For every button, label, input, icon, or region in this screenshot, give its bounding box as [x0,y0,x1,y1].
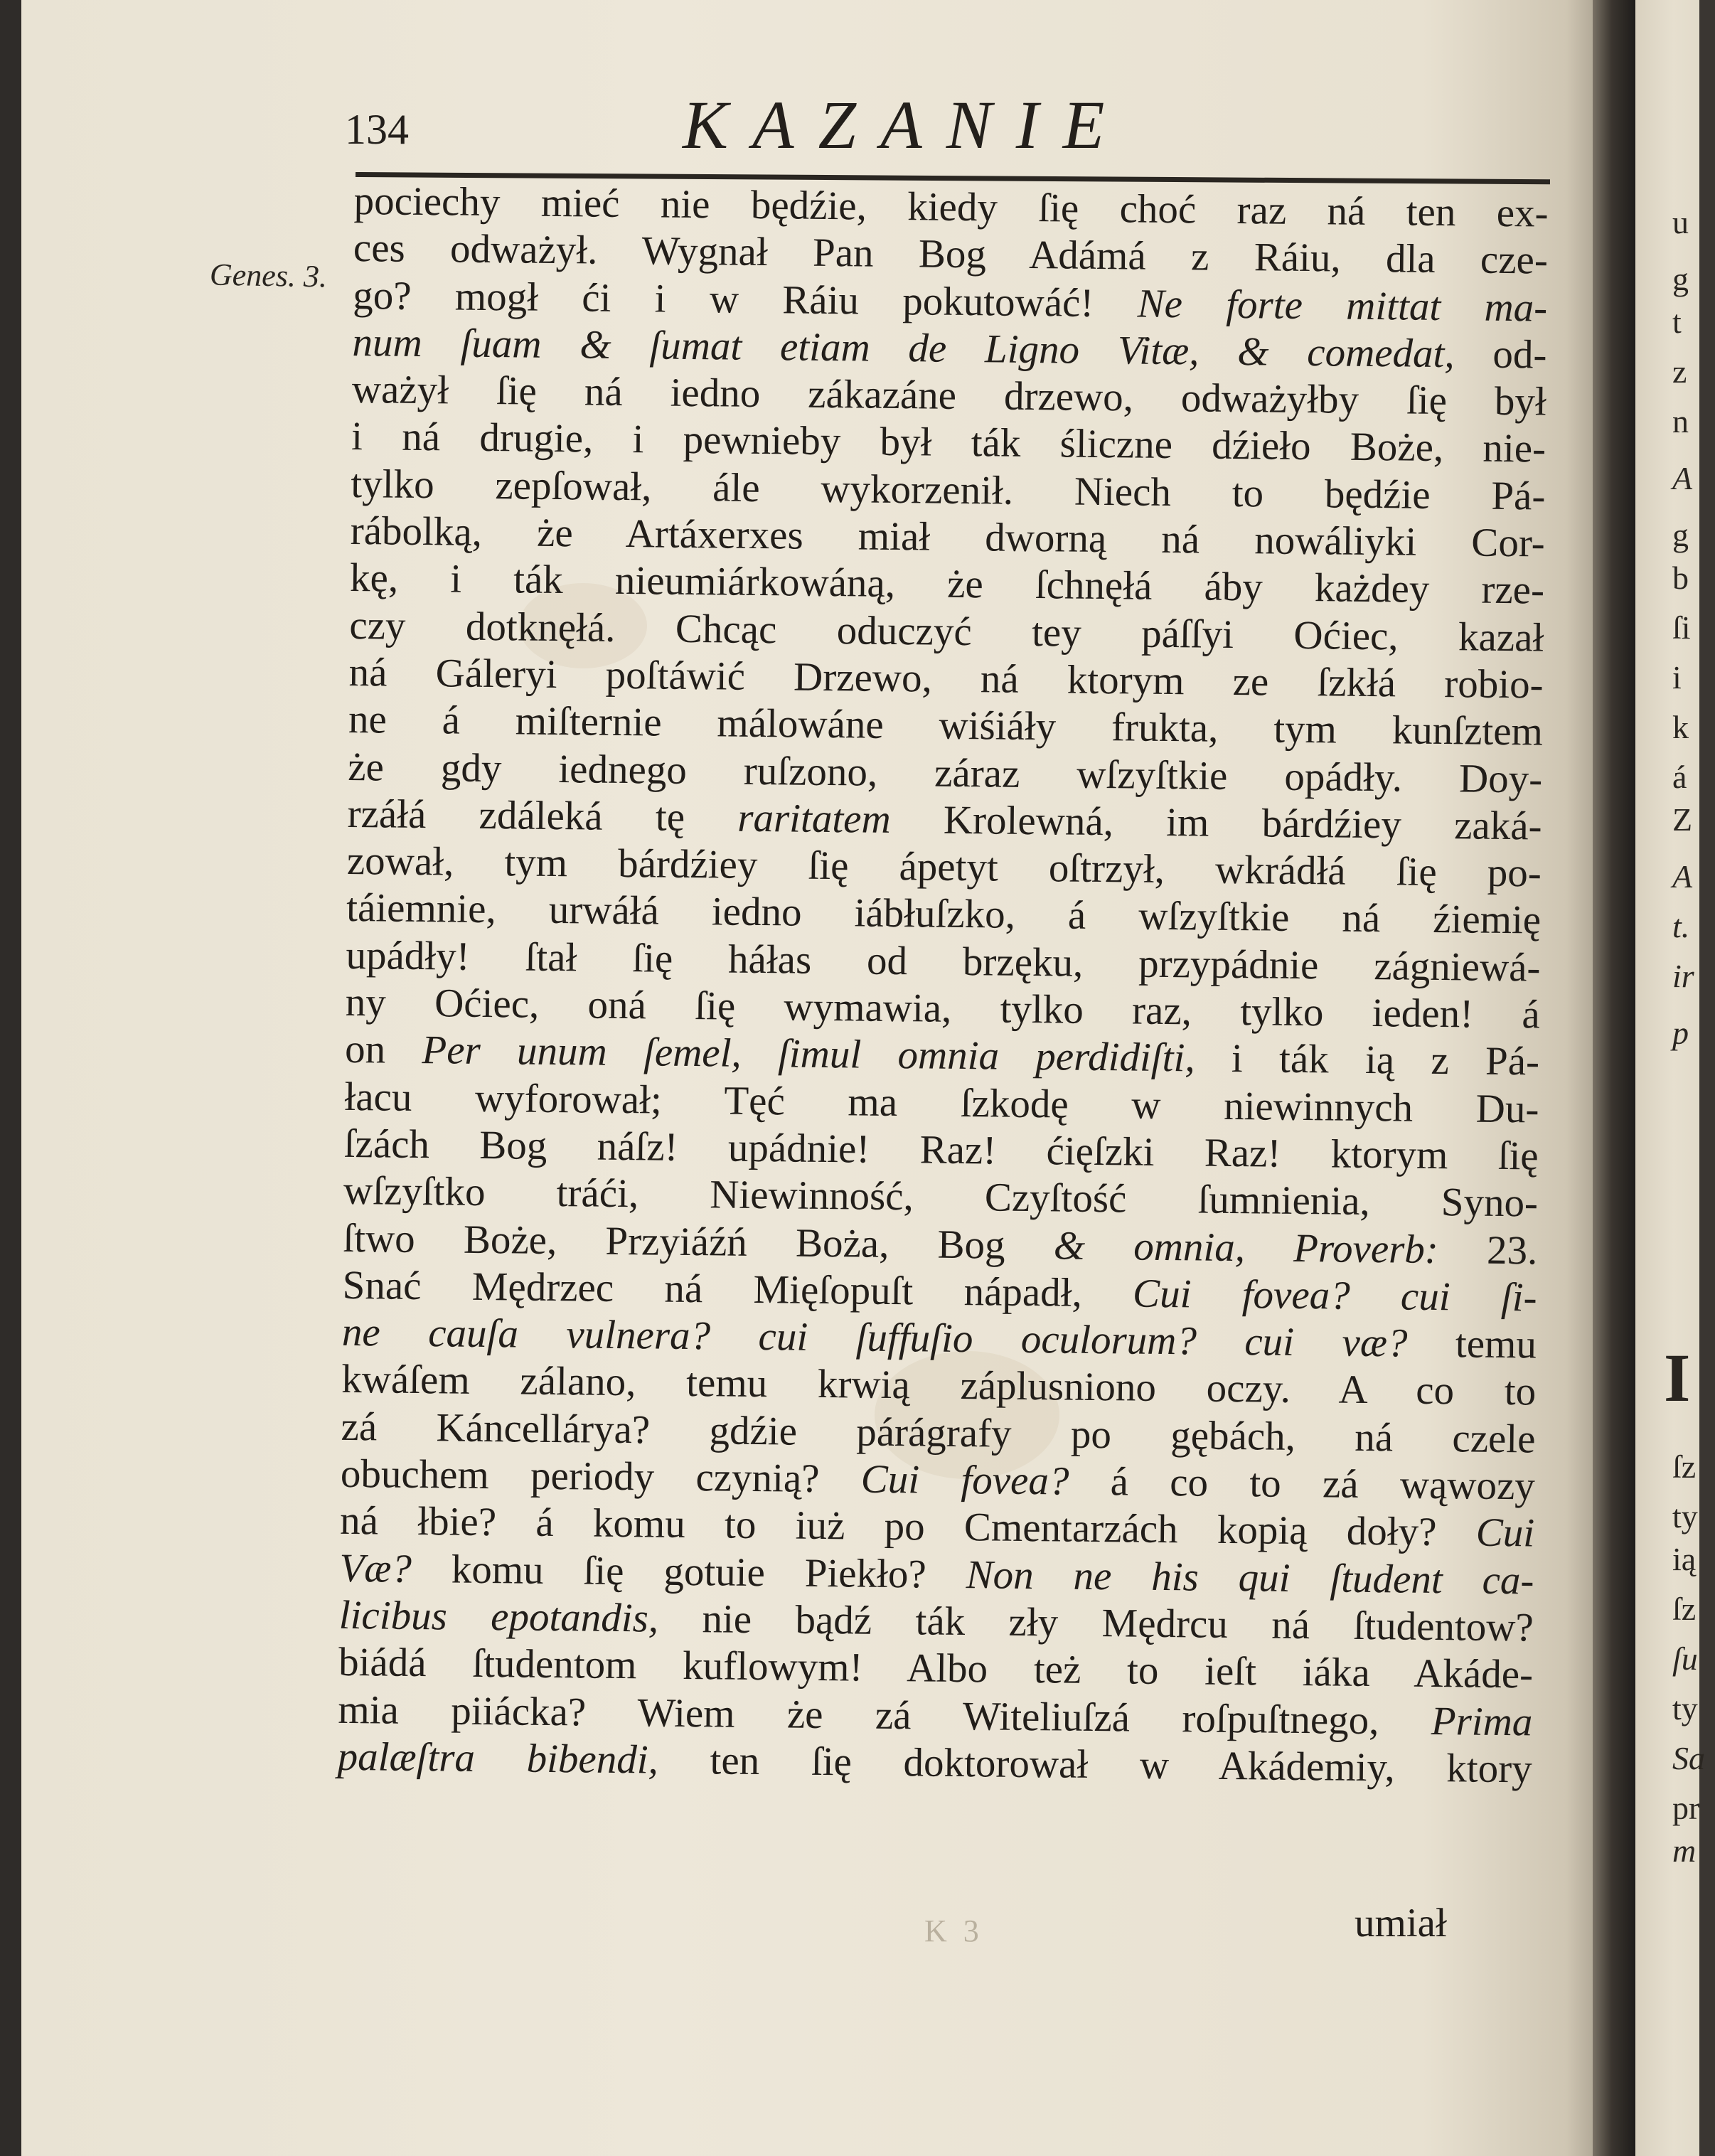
italic-segment: Cui fovea? [860,1456,1069,1504]
italic-segment: Væ? [339,1545,412,1591]
facing-page-fragment: t [1672,304,1682,340]
text-segment: ſzách Bog náſz! upádnie! Raz! ćięſzki Raz! ktorym ſię [343,1121,1539,1179]
text-segment: biádá ſtudentom kuflowym! Albo też to ieſt iáka Akáde- [338,1640,1534,1697]
facing-page-fragment: g [1672,261,1689,297]
text-segment: rábolką, że Artáxerxes miał dworną ná nowáliyki Cor- [350,508,1546,566]
italic-segment: Per unum ſemel, ſimul omnia perdidiſti, [422,1028,1195,1081]
italic-segment: & omnia, Proverb: [1053,1222,1439,1272]
text-segment: nie bądź ták zły Mędrcu ná ſtudentow? [658,1596,1534,1650]
facing-page-fragment: Sa [1672,1740,1705,1776]
text-segment: upádły! ſtał ſię háłas od brzęku, przypádnie zágniewá- [346,932,1541,991]
facing-page-fragment: I [1664,1340,1691,1416]
text-segment: łacu wyforował; Tęć ma ſzkodę w niewinnych Du- [344,1074,1539,1132]
facing-page-fragment: ſu [1672,1640,1698,1677]
facing-page-fragment: pr [1672,1790,1700,1826]
facing-page-fragment: ſz [1672,1448,1697,1485]
italic-segment: Ne forte mittat ma- [1137,281,1548,331]
text-segment: tylko zepſował, ále wykorzenił. Niech to będźie Pá- [351,461,1546,519]
text-segment: wſzyſtko tráći, Niewinność, Czyſtość ſumnienia, Syno- [343,1168,1539,1226]
text-segment: 23. [1438,1227,1538,1274]
text-segment: ne á miſternie málowáne wiśiáły frukta, tym kunſztem [348,697,1544,754]
facing-page-fragment: m [1672,1832,1697,1869]
text-segment: mia piiácka? Wiem że zá Witeliuſzá roſpuſtnego, [338,1687,1432,1744]
text-segment: ná Gáleryi poſtáwić Drzewo, ná ktorym ze ſzkłá robio- [348,649,1544,708]
text-segment: kę, i ták nieumiárkowáną, że ſchnęłá áby każdey rze- [349,555,1545,613]
facing-page-fragment: b [1672,560,1689,596]
italic-segment: Cui [1475,1510,1535,1556]
facing-page-fragment: Z [1672,801,1693,838]
italic-segment: raritatem [737,795,892,842]
facing-page-fragment: ią [1672,1541,1697,1577]
facing-page-fragment: á [1672,759,1687,795]
text-segment: temu [1407,1320,1537,1367]
italic-segment: Prima [1431,1698,1533,1744]
text-segment: zował, tym bárdźiey ſię ápetyt oſtrzył, wkrádłá ſię po- [346,838,1542,896]
text-segment: i ták ią z Pá- [1195,1035,1540,1084]
text-segment: go? mogł ći i w Ráiu pokutowáć! [352,272,1138,326]
facing-page-fragment: ir [1672,958,1694,994]
book-page [21,0,1614,2156]
italic-segment: Cui fovea? cui ſi- [1132,1271,1537,1320]
text-segment: kwáſem zálano, temu krwią záplusniono oczy. A co to [341,1357,1537,1414]
text-segment: ſtwo Boże, Przyiáźń Boża, Bog [343,1215,1054,1268]
text-segment: rzáłá zdáleká tę [347,791,738,840]
facing-page-fragment: i [1672,659,1682,695]
italic-segment: num ſuam & ſumat etiam de Ligno Vitæ, & comedat, [352,319,1455,377]
facing-page-fragment: A [1672,460,1693,496]
facing-page-fragment: z [1672,353,1687,390]
facing-page-fragment: t. [1672,908,1690,944]
signature-mark: K 3 [924,1914,983,1948]
text-segment: ces odważył. Wygnał Pan Bog Adámá z Ráiu, dla cze- [353,225,1549,283]
body-text [337,178,1549,1793]
text-segment: i ná drugie, i pewnieby był ták śliczne dźieło Boże, nie- [351,414,1546,472]
facing-page-fragment: ſz [1672,1591,1697,1627]
text-segment: obuchem periody czynią? [340,1451,862,1502]
facing-page-edge [1635,0,1705,2156]
page-number: 134 [345,106,409,153]
facing-page-fragment: ty [1672,1498,1698,1535]
facing-page-fragment: ſi [1672,609,1691,646]
italic-segment: ne cauſa vulnera? cui ſuffuſio oculorum? cui væ? [341,1310,1408,1366]
facing-page-fragment: ty [1672,1690,1698,1727]
text-segment: ważył ſię ná iedno zákazáne drzewo, odważyłby ſię był [351,367,1547,425]
text-segment: zá Káncellárya? gdźie párágrafy po gębách, ná czele [341,1404,1536,1462]
italic-segment: licibus epotandis, [338,1592,659,1641]
catchword: umiał [1355,1901,1447,1946]
text-segment: czy dotknęłá. Chcąc oduczyć tey páſſyi Oćiec, kazał [349,602,1544,661]
text-segment: od- [1454,331,1547,378]
text-segment: komu ſię gotuie Piekło? [411,1546,966,1597]
facing-page-fragment: u [1672,204,1689,240]
book-gutter [1593,0,1635,2156]
facing-page-fragment: n [1672,403,1689,439]
italic-segment: palæſtra bibendi, [337,1734,659,1783]
text-segment: ná łbie? á komu to iuż po Cmentarzách kopią doły? [339,1498,1477,1555]
facing-page-fragment: p [1672,1015,1689,1051]
running-title: KAZANIE [683,87,1129,163]
margin-reference: Genes. 3. [209,257,328,294]
text-segment: á co to zá wąwozy [1069,1458,1536,1509]
facing-page-fragment: A [1672,858,1693,895]
text-segment: táiemnie, urwáłá iedno iábłuſzko, á wſzyſtkie ná źiemię [346,885,1542,943]
text-segment: Krolewná, im bárdźiey zaká- [890,796,1542,849]
facing-page-fragment: k [1672,709,1689,745]
text-segment: ny Oćiec, oná ſię wymawia, tylko raz, tylko ieden! á [345,979,1541,1037]
text-segment: on [344,1027,422,1073]
text-segment: pociechy mieć nie będźie, kiedy ſię choć raz ná ten ex- [353,178,1549,236]
text-segment: Snać Mędrzec ná Mięſopuſt nápadł, [342,1262,1133,1316]
text-segment: że gdy iednego ruſzono, záraz wſzyſtkie opádły. Doy- [347,744,1543,802]
facing-page-fragment: g [1672,517,1689,553]
text-segment: ten ſię doktorował w Akádemiy, ktory [658,1737,1533,1792]
italic-segment: Non ne his qui ſtudent ca- [966,1552,1534,1603]
